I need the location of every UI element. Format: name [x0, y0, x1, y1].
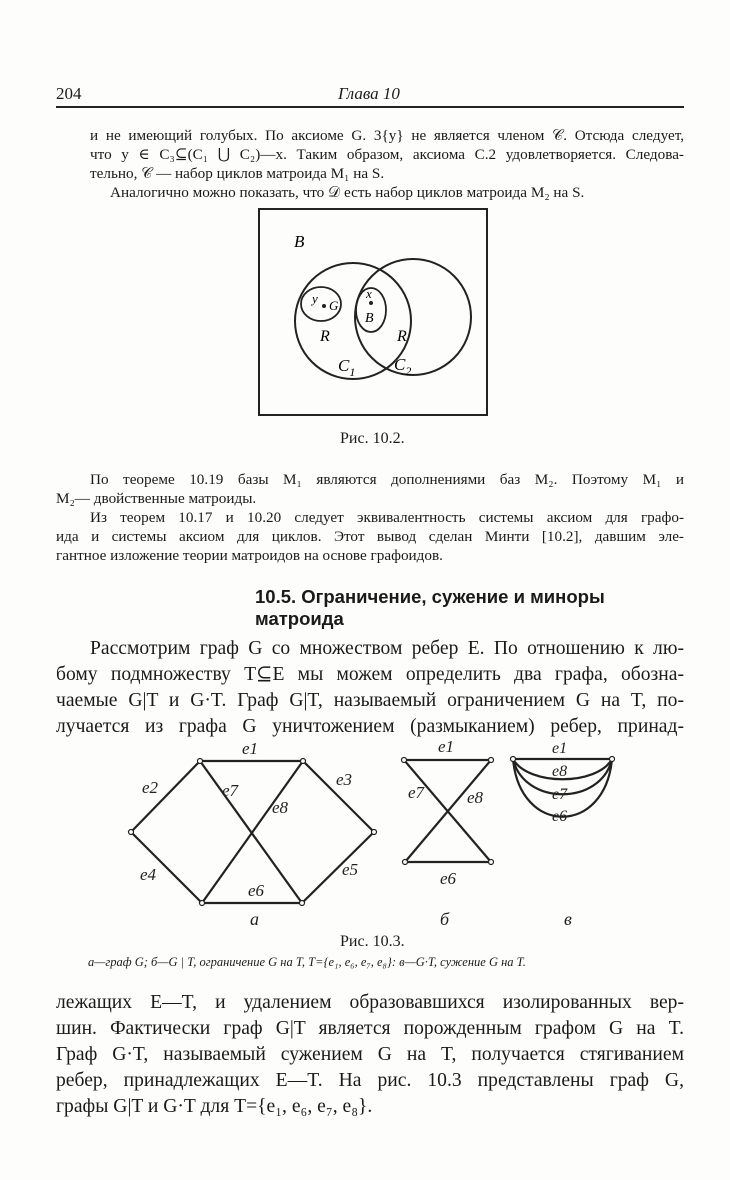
text-line: тельно, 𝒞 — набор циклов матроида M₁ на S. [90, 165, 385, 182]
figure-10-2 [250, 200, 500, 420]
label-C1: $C_1$ [338, 356, 356, 379]
text-line: бому подмножеству T⊆E мы можем определить два графа, обозна- [56, 664, 684, 685]
vertex [489, 860, 494, 865]
figure-10-3-caption: Рис. 10.3. [340, 933, 405, 950]
label-e6: e6 [248, 881, 265, 900]
label-e3: e3 [336, 770, 353, 789]
label-G: G [329, 298, 339, 313]
label-e8: e8 [467, 788, 484, 807]
vertex [511, 757, 516, 762]
graph-b [404, 760, 491, 862]
vertex [129, 830, 134, 835]
vertex [198, 759, 203, 764]
label-e8: e8 [552, 763, 568, 780]
page-number: 204 [56, 84, 82, 103]
chapter-title: Глава 10 [338, 84, 400, 103]
text-line: и не имеющий голубых. По аксиоме G. 3{y} не является членом 𝒞. Отсюда следует, [90, 127, 684, 144]
sublabel-c: в [564, 909, 572, 928]
vertex [403, 860, 408, 865]
figure-10-3 [110, 738, 670, 928]
sublabel-a: a [250, 909, 259, 928]
text-line: гантное изложение теории матроидов на основе графоидов. [56, 547, 443, 564]
vertex [610, 757, 615, 762]
section-title-line: 10.5. Ограничение, сужение и миноры [255, 586, 605, 607]
sublabel-b: б [440, 909, 450, 928]
vertex [300, 901, 305, 906]
label-R-right: R [397, 328, 407, 345]
text-line: M₂— двойственные матроиды. [56, 490, 257, 507]
label-B-inner: B [365, 311, 374, 326]
figure-10-3-legend: а—граф G; б—G | T, ограничение G на T, T={e₁, e₆, e₇, e₈}: в—G·T, сужение G на T. [88, 955, 526, 969]
text-line: ида и системы аксиом для циклов. Этот вывод сделан Минти [10.2], давшим эле- [56, 528, 684, 545]
text-line: лежащих E—T, и удалением образовавшихся изолированных вер- [56, 992, 684, 1013]
label-e7: e7 [552, 786, 568, 803]
label-x: x [366, 286, 372, 301]
text-line: Аналогично можно показать, что 𝒟 есть набор циклов матроида M₂ на S. [110, 184, 585, 201]
label-R-left: R [320, 328, 330, 345]
edge-e5 [302, 832, 374, 903]
vertex [200, 901, 205, 906]
label-e2: e2 [142, 778, 159, 797]
text-line: По теореме 10.19 базы M₁ являются дополнениями баз M₂. Поэтому M₁ и [90, 471, 684, 488]
text-line: графы G|T и G·T для T={e₁, e₆, e₇, e₈}. [56, 1096, 373, 1117]
text-line: Граф G·T, называемый сужением G на T, получается стягиванием [56, 1044, 684, 1065]
label-e5: e5 [342, 860, 359, 879]
label-e6: e6 [552, 808, 568, 825]
section-title-line: матроида [255, 608, 344, 629]
text-line: чаемые G|T и G·T. Граф G|T, называемый ограничением G на T, по- [56, 690, 684, 711]
text-line: ребер, принадлежащих E—T. На рис. 10.3 представлены граф G, [56, 1070, 684, 1091]
label-e8: e8 [272, 798, 289, 817]
figure-10-2-caption: Рис. 10.2. [340, 430, 405, 447]
text-line: Из теорем 10.17 и 10.20 следует эквивалентность системы аксиом для графо- [90, 509, 684, 526]
vertex [402, 758, 407, 763]
text-line: что y ∈ C₃⊆(C₁ ⋃ C₂)—x. Таким образом, аксиома С.2 удовлетворяется. Следова- [90, 146, 684, 163]
label-e7: e7 [222, 781, 239, 800]
label-y: y [312, 291, 318, 306]
vertex [372, 830, 377, 835]
label-e7: e7 [408, 783, 425, 802]
label-B-outer: B [294, 232, 305, 251]
label-e6: e6 [440, 869, 457, 888]
text-line: шин. Фактически граф G|T является порожденным графом G на T. [56, 1018, 684, 1039]
vertex [301, 759, 306, 764]
label-e4: e4 [140, 865, 157, 884]
text-line: лучается из графа G уничтожением (размыканием) ребер, принад- [56, 716, 684, 737]
label-C2: $C_2$ [394, 355, 412, 378]
label-e1: e1 [242, 739, 259, 758]
point-y [322, 304, 326, 308]
point-x [369, 301, 373, 305]
header-rule [56, 106, 684, 108]
text-line: Рассмотрим граф G со множеством ребер E. По отношению к лю- [90, 638, 684, 659]
vertex [489, 758, 494, 763]
label-e1: e1 [438, 738, 455, 756]
label-e1: e1 [552, 740, 568, 757]
